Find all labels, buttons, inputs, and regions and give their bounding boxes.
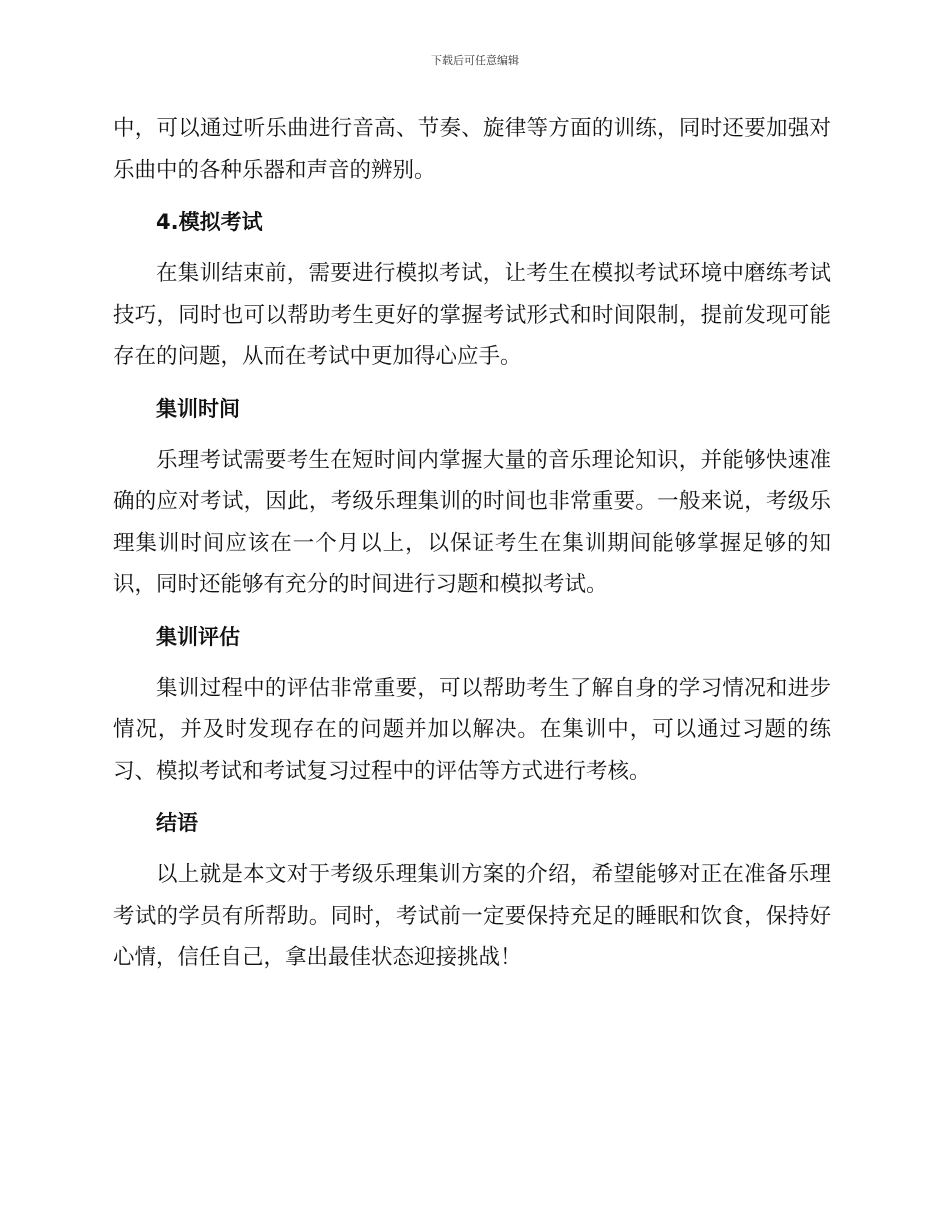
section-heading-training-evaluation: 集训评估 bbox=[156, 624, 240, 649]
page-header: 下载后可任意编辑 bbox=[431, 54, 519, 67]
section-heading-training-time: 集训时间 bbox=[156, 396, 240, 421]
paragraph-continuation: 中，可以通过听乐曲进行音高、节奏、旋律等方面的训练，同时还要加强对乐曲中的各种乐器和声音的辨别。 bbox=[113, 116, 831, 183]
paragraph-mock-exam: 在集训结束前，需要进行模拟考试，让考生在模拟考试环境中磨练考试技巧，同时也可以帮助考生更好的掌握考试形式和时间限制，提前发现可能存在的问题，从而在考试中更加得心应手。 bbox=[113, 261, 831, 369]
document-body bbox=[113, 108, 831, 979]
paragraph-conclusion: 以上就是本文对于考级乐理集训方案的介绍，希望能够对正在准备乐理考试的学员有所帮助。同时，考试前一定要保持充足的睡眠和饮食，保持好心情，信任自己，拿出最佳状态迎接挑战！ bbox=[113, 862, 831, 970]
paragraph-training-evaluation: 集训过程中的评估非常重要，可以帮助考生了解自身的学习情况和进步情况，并及时发现存在的问题并加以解决。在集训中，可以通过习题的练习、模拟考试和考试复习过程中的评估等方式进行考核。 bbox=[113, 675, 831, 784]
paragraph-training-time: 乐理考试需要考生在短时间内掌握大量的音乐理论知识，并能够快速准确的应对考试，因此，考级乐理集训的时间也非常重要。一般来说，考级乐理集训时间应该在一个月以上，以保证考生在集训期间能够掌握足够的知识，同时还能够有充分的时间进行习题和模拟考试。 bbox=[113, 447, 831, 597]
section-heading-conclusion: 结语 bbox=[156, 811, 198, 835]
section-heading-mock-exam: 4.模拟考试 bbox=[156, 210, 263, 234]
